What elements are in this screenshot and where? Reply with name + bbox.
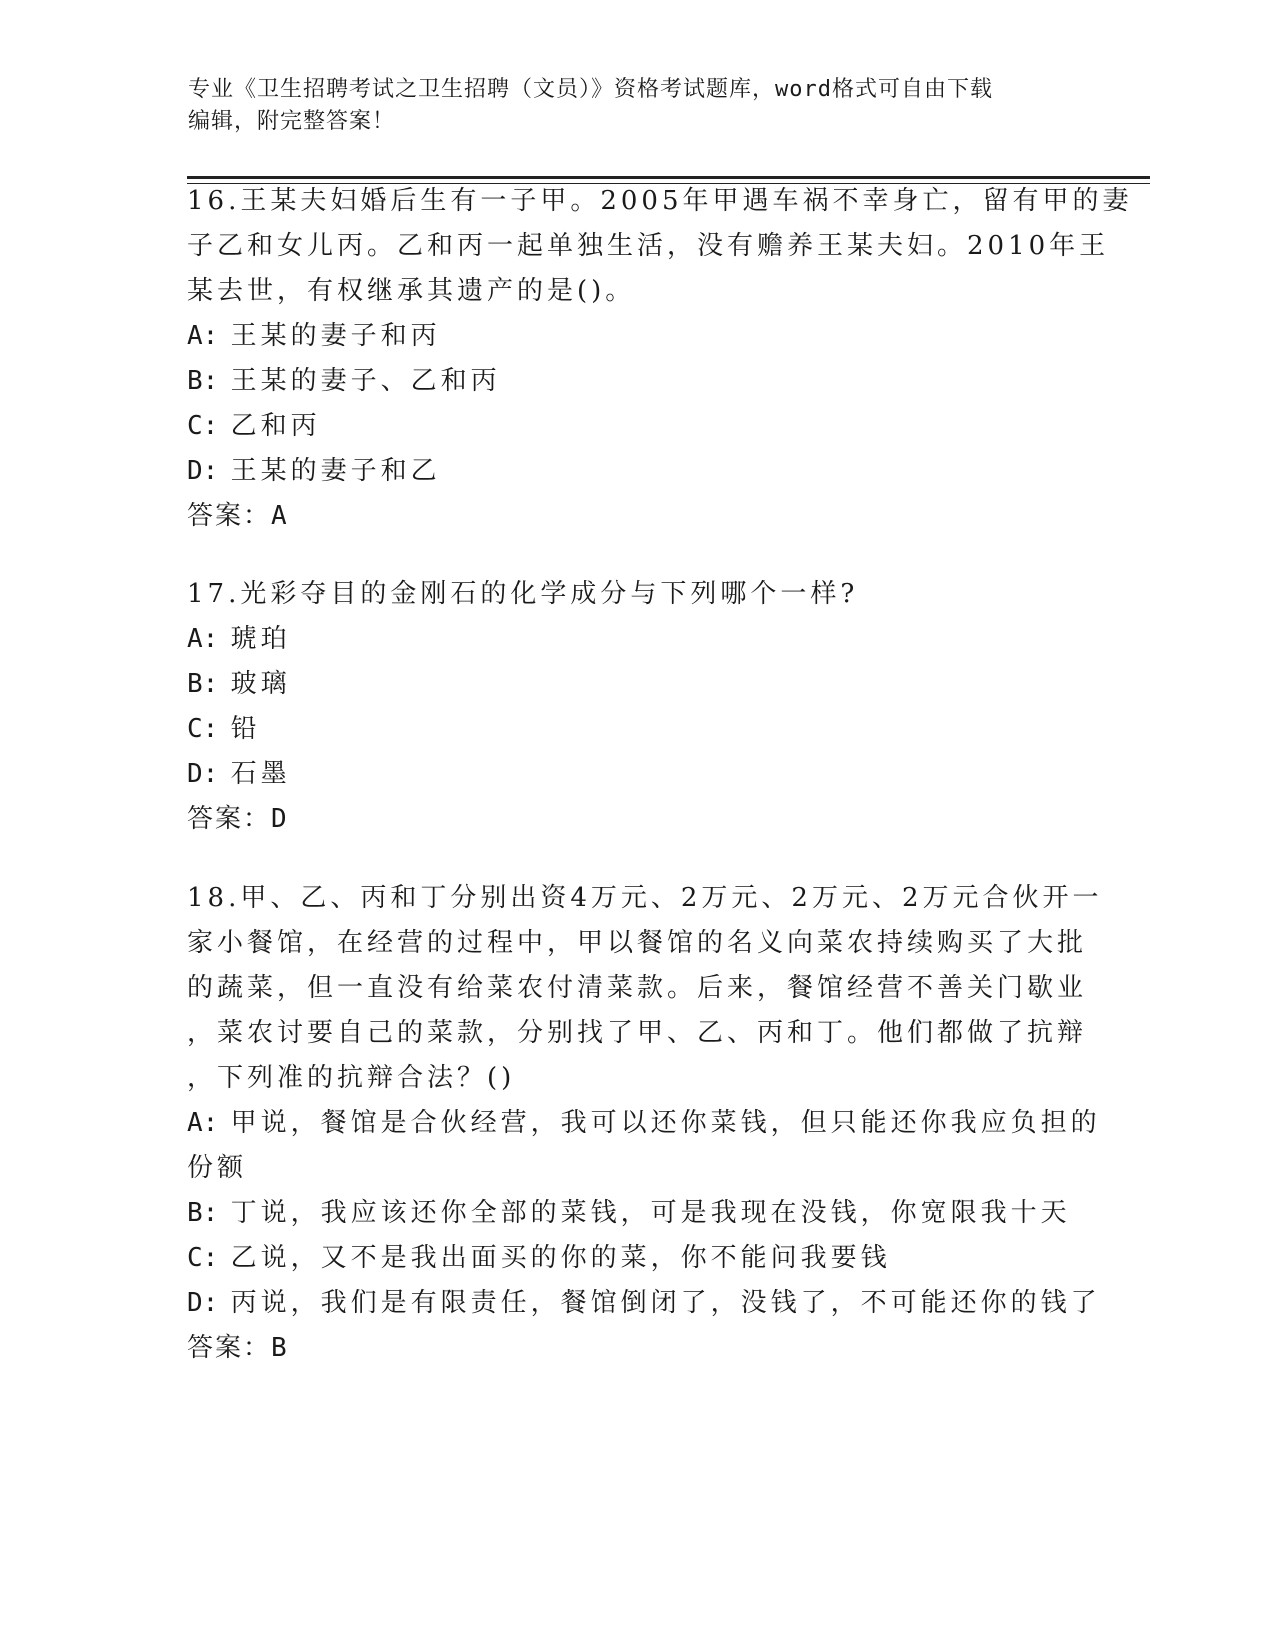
- option-c: [187, 404, 1087, 449]
- question-18: [187, 876, 1103, 1371]
- document-header: [188, 74, 1068, 138]
- option-b: [187, 359, 1087, 404]
- question-line: 某去世，有权继承其遗产的是()。: [187, 276, 636, 306]
- question-line: 18.甲、乙、丙和丁分别出资4万元、2万元、2万元、2万元合伙开一: [187, 883, 1103, 913]
- option-a-continued: 份额: [187, 1153, 248, 1183]
- option-c: [187, 1236, 1087, 1281]
- question-stem: [187, 179, 1133, 314]
- option-text: 王某的妻子、乙和丙: [230, 366, 501, 396]
- option-letter: D:: [187, 1288, 219, 1318]
- option-d: [187, 752, 1087, 797]
- option-letter: A:: [187, 624, 219, 654]
- option-text: 乙说，又不是我出面买的你的菜，你不能问我要钱: [230, 1243, 891, 1273]
- answer-line: 答案：D: [187, 804, 289, 834]
- option-letter: C:: [187, 411, 219, 441]
- question-stem: [187, 572, 1087, 617]
- option-text: 玻璃: [230, 669, 291, 699]
- option-b: [187, 1191, 1087, 1236]
- question-line: ，下列准的抗辩合法？(): [187, 1063, 516, 1093]
- option-text: 乙和丙: [230, 411, 321, 441]
- header-line-1: 专业《卫生招聘考试之卫生招聘（文员）》资格考试题库，word格式可自由下载: [188, 77, 993, 102]
- option-a: [187, 1101, 1101, 1146]
- question-17: [187, 572, 1087, 842]
- option-letter: A:: [187, 1108, 219, 1138]
- option-letter: C:: [187, 1243, 219, 1273]
- question-line: 17.光彩夺目的金刚石的化学成分与下列哪个一样?: [187, 579, 859, 609]
- header-line-2: 编辑，附完整答案！: [188, 109, 396, 134]
- question-line: ，菜农讨要自己的菜款，分别找了甲、乙、丙和丁。他们都做了抗辩: [187, 1018, 1088, 1048]
- answer-line: 答案：A: [187, 501, 289, 531]
- option-text: 丁说，我应该还你全部的菜钱，可是我现在没钱，你宽限我十天: [230, 1198, 1071, 1228]
- option-letter: D:: [187, 759, 219, 789]
- question-line: 16.王某夫妇婚后生有一子甲。2005年甲遇车祸不幸身亡，留有甲的妻: [187, 186, 1133, 216]
- option-d: [187, 1281, 1101, 1326]
- option-c: [187, 707, 1087, 752]
- option-text: 丙说，我们是有限责任，餐馆倒闭了，没钱了，不可能还你的钱了: [230, 1288, 1101, 1318]
- option-text: 琥珀: [230, 624, 291, 654]
- question-stem: [187, 876, 1103, 1101]
- answer-line: 答案：B: [187, 1333, 289, 1363]
- question-line: 家小餐馆，在经营的过程中，甲以餐馆的名义向菜农持续购买了大批: [187, 928, 1088, 958]
- option-a: [187, 314, 1087, 359]
- option-a: [187, 617, 1087, 662]
- option-letter: B:: [187, 366, 219, 396]
- option-text: 甲说，餐馆是合伙经营，我可以还你菜钱，但只能还你我应负担的: [230, 1108, 1101, 1138]
- option-b: [187, 662, 1087, 707]
- option-letter: A:: [187, 321, 219, 351]
- question-16: [187, 179, 1133, 539]
- option-letter: B:: [187, 669, 219, 699]
- question-line: 子乙和女儿丙。乙和丙一起单独生活，没有赡养王某夫妇。2010年王: [187, 231, 1110, 261]
- option-text: 石墨: [230, 759, 291, 789]
- option-text: 王某的妻子和乙: [230, 456, 441, 486]
- option-letter: C:: [187, 714, 219, 744]
- option-text: 王某的妻子和丙: [230, 321, 441, 351]
- question-line: 的蔬菜，但一直没有给菜农付清菜款。后来，餐馆经营不善关门歇业: [187, 973, 1088, 1003]
- option-letter: B:: [187, 1198, 219, 1228]
- option-d: [187, 449, 1087, 494]
- option-letter: D:: [187, 456, 219, 486]
- option-text: 铅: [230, 714, 261, 744]
